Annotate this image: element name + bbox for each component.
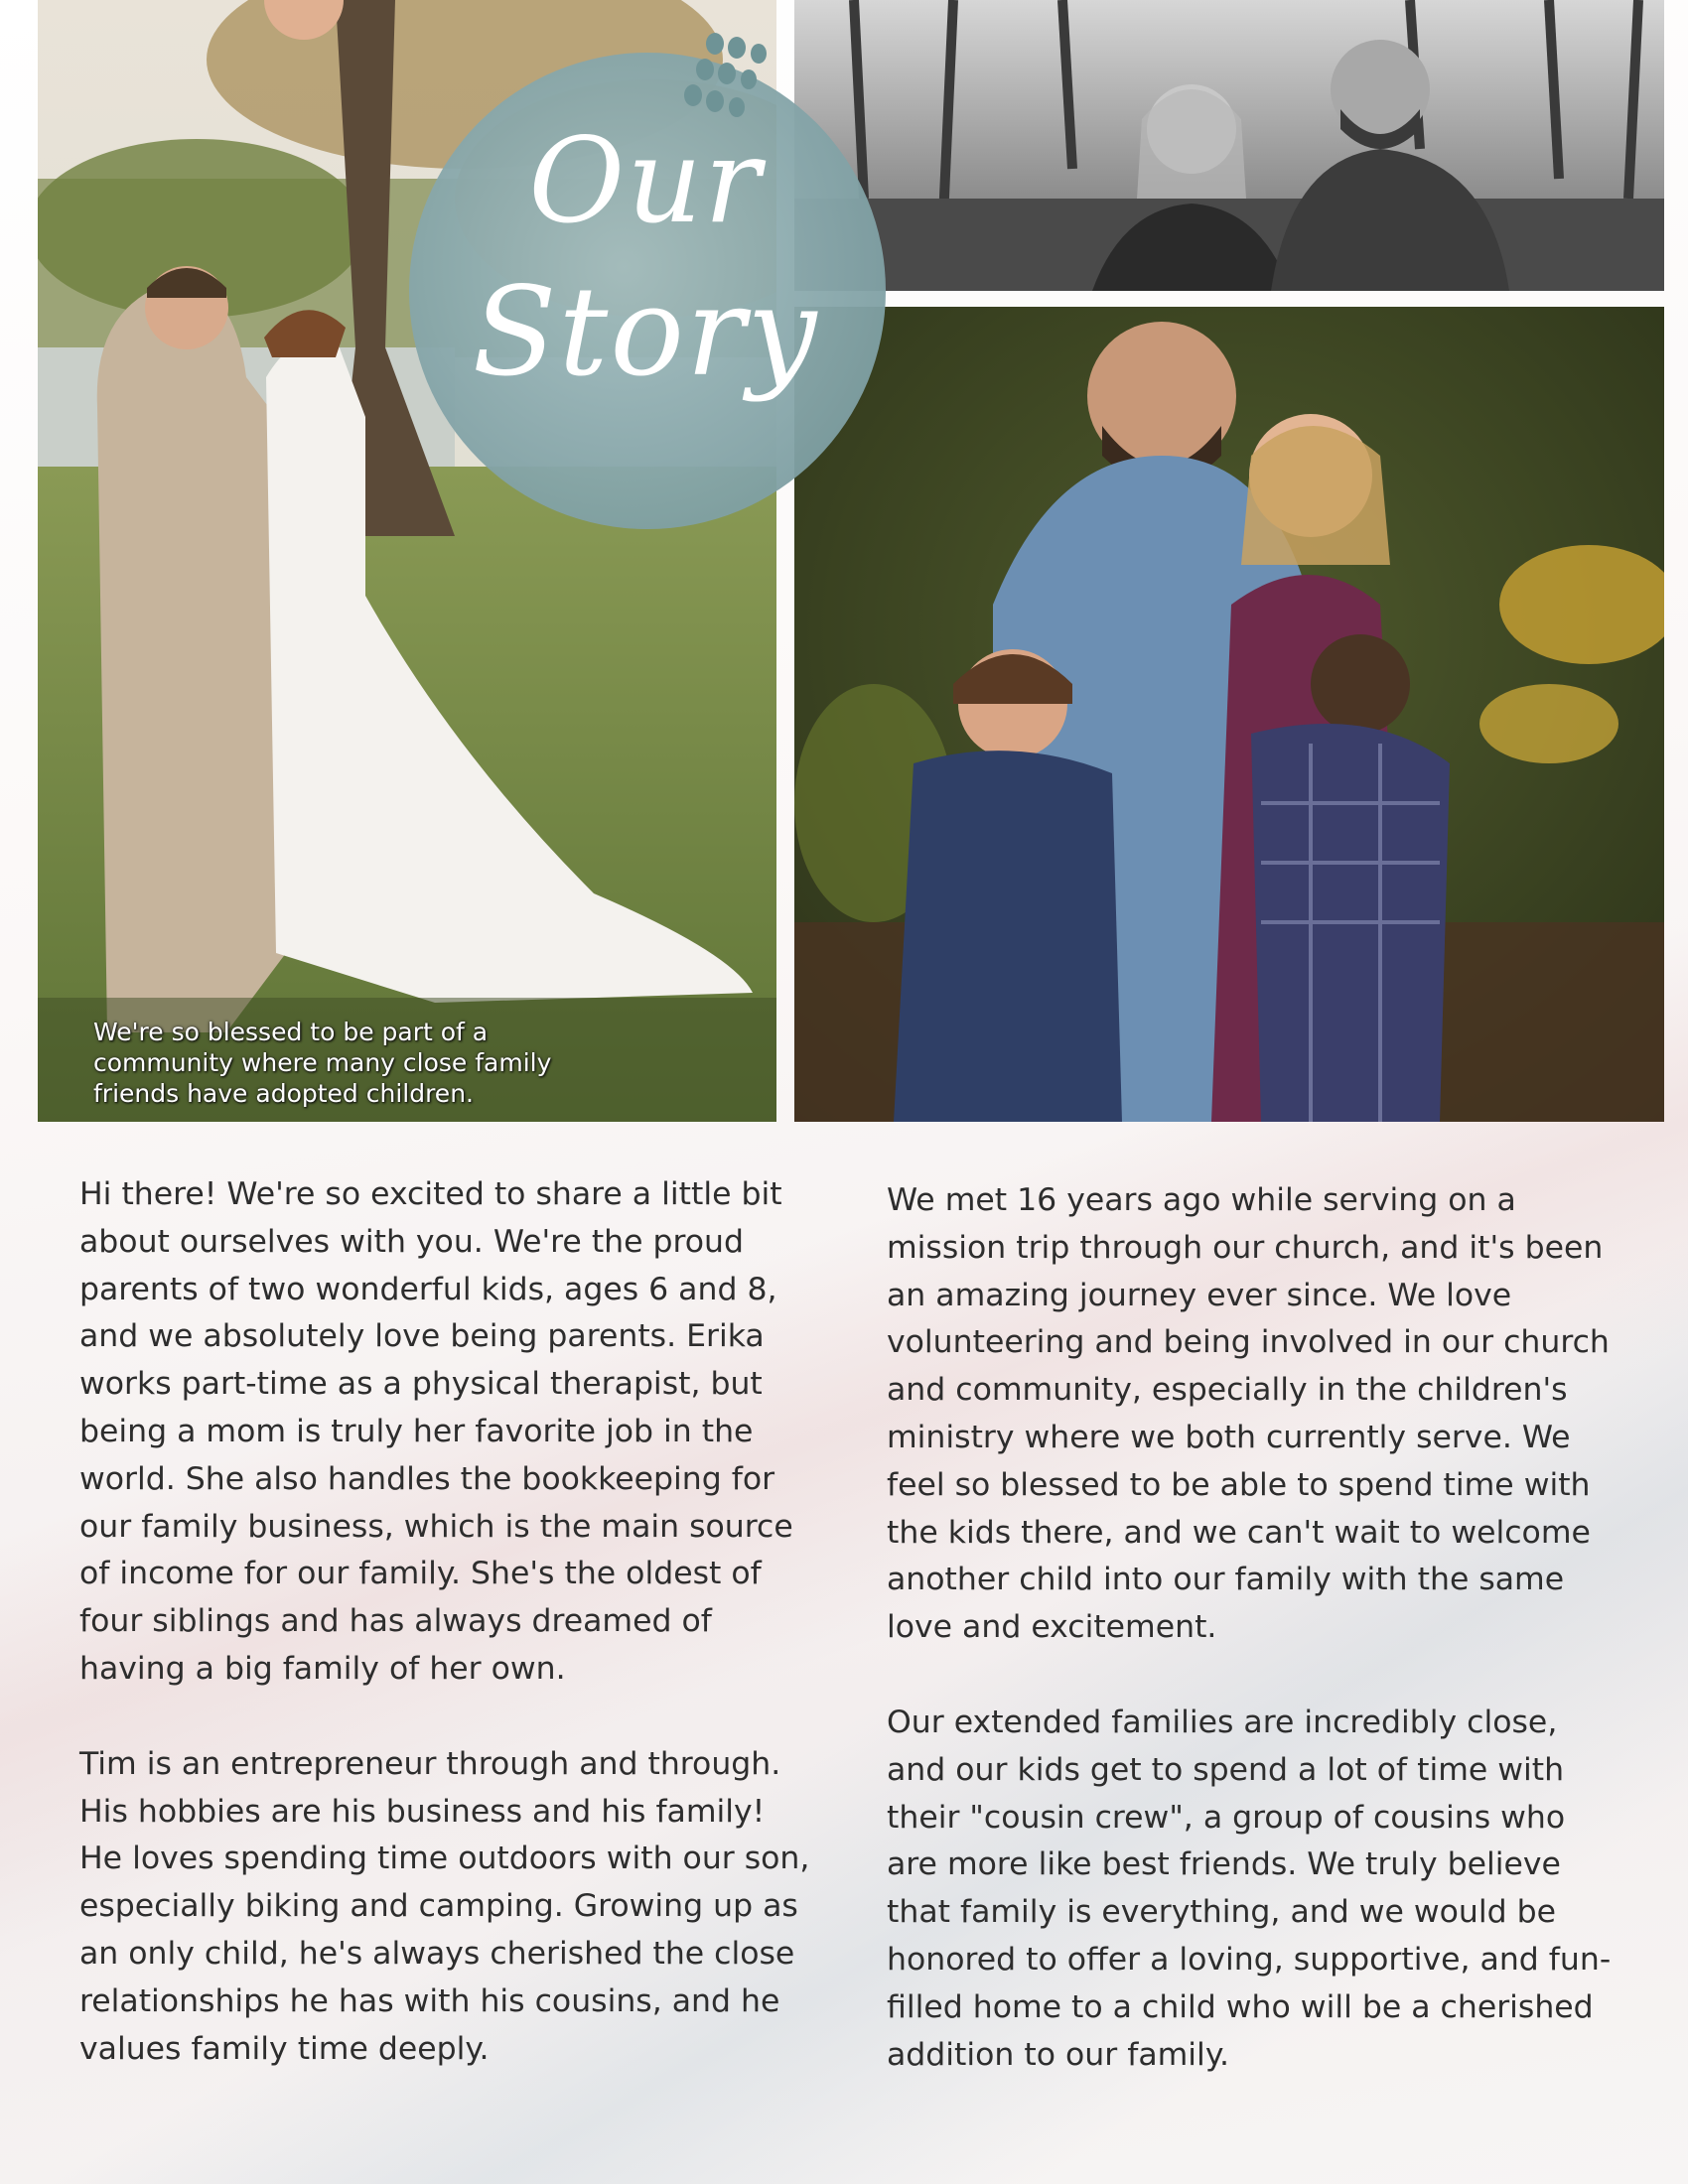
wedding-photo-caption: We're so blessed to be part of a community where many close family friends have adopted children. [93,1018,552,1108]
story-left-column [79,1171,814,2120]
story-paragraph: Hi there! We're so excited to share a little bit about ourselves with you. We're the proud parents of two wonderful kids, ages 6 and 8, and we absolutely love being parents. Erika works part-time as a physical therapist, but being a mom is truly her favorite job in the world. She also handles the bookkeeping for our family business, which is the main source of income for our family. She's the oldest of four siblings and has always dreamed of having a big family of her own. [79,1176,793,1687]
story-paragraph: Tim is an entrepreneur through and through. His hobbies are his business and his family! He loves spending time outdoors with our son, especially biking and camping. Growing up as an only child, he's always cherished the close relationships he has with his cousins, and he values family time deeply. [79,1745,810,2067]
story-paragraph: We met 16 years ago while serving on a mission trip through our church, and it's been an amazing journey ever since. We love volunteering and being involved in our church and community, especially in the children's ministry where we both currently serve. We feel so blessed to be able to spend time with the kids there, and we can't wait to welcome another child into our family with the same love and excitement. [887,1182,1610,1646]
couple-photo-illustration [794,0,1664,291]
story-right-column [887,1177,1621,2126]
family-photo [794,307,1664,1122]
story-paragraph: Our extended families are incredibly close, and our kids get to spend a lot of time with their "cousin crew", a group of cousins who are more like best friends. We truly believe that family is everything, and we would be honored to offer a loving, supportive, and fun-filled home to a child who will be a cherished addition to our family. [887,1704,1612,2073]
family-photo-illustration [794,307,1664,1122]
our-story-badge [377,18,914,534]
title-line-our: Our [528,112,763,249]
title-line-story: Story [472,261,819,404]
couple-photo-bw [794,0,1664,291]
